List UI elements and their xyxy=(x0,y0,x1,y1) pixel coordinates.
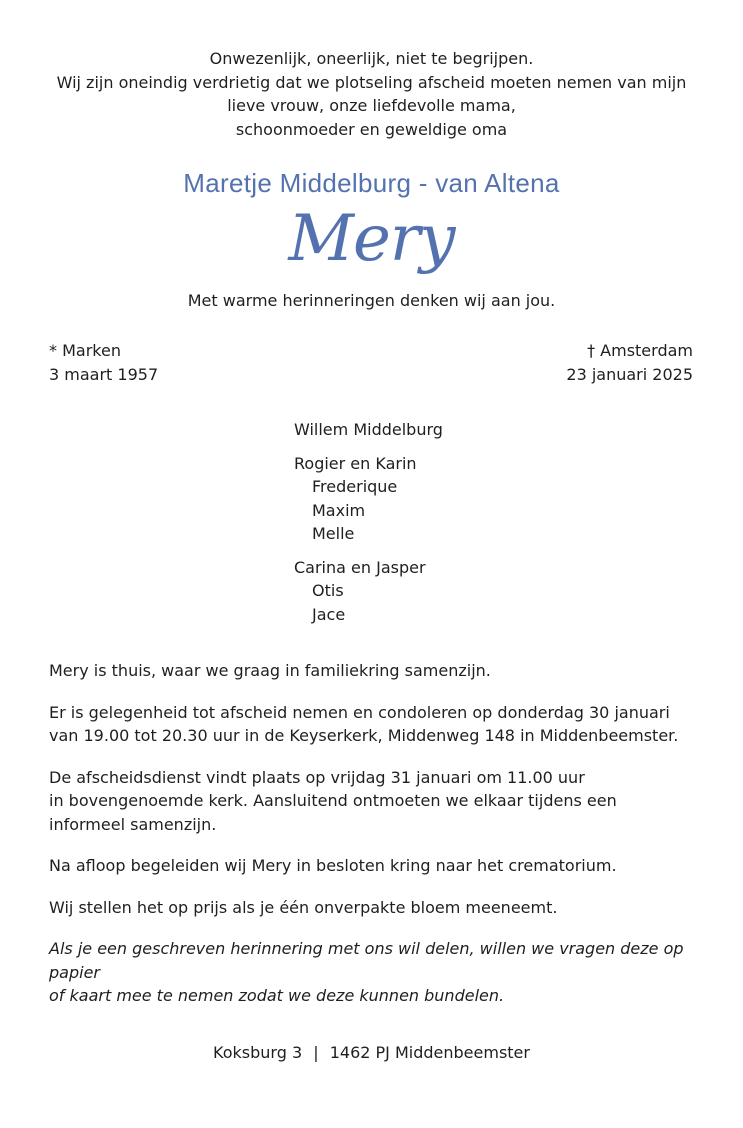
intro-text xyxy=(0,47,743,141)
address-line xyxy=(0,1043,743,1062)
service-line: De afscheidsdienst vindt plaats op vrijdag 31 januari om 11.00 uur xyxy=(49,767,585,787)
deceased-nickname: Mery xyxy=(288,202,455,276)
birth-info xyxy=(49,339,158,387)
memory-line: Met warme herinneringen denken wij aan jou. xyxy=(187,291,556,310)
home-notice xyxy=(49,659,699,683)
intro-line: Wij zijn oneindig verdrietig dat we plotseling afscheid moeten nemen van mijn xyxy=(56,72,687,92)
spouse-name: Willem Middelburg xyxy=(294,420,443,439)
child-name: Otis xyxy=(312,581,344,600)
child-name: Maxim xyxy=(312,500,366,520)
family-group xyxy=(294,452,443,546)
notices xyxy=(49,659,699,1026)
family-group xyxy=(294,556,443,627)
condolence-notice xyxy=(49,701,699,748)
child-name: Jace xyxy=(312,604,346,624)
parents-names: Carina en Jasper xyxy=(294,557,426,577)
intro-line: schoonmoeder en geweldige oma xyxy=(235,119,508,139)
condolence-line: van 19.00 tot 20.30 uur in de Keyserkerk, Middenweg 148 in Middenbeemster. xyxy=(49,726,679,745)
death-date: 23 januari 2025 xyxy=(566,365,693,384)
address-postal-city: 1462 PJ Middenbeemster xyxy=(329,1043,530,1062)
address-street: Koksburg 3 xyxy=(213,1043,303,1062)
memory-request-notice xyxy=(49,937,699,1008)
child-name: Melle xyxy=(312,524,355,543)
service-line: in bovengenoemde kerk. Aansluitend ontmoeten we elkaar tijdens een xyxy=(49,791,617,810)
service-line: informeel samenzijn. xyxy=(49,814,217,834)
cremation-notice xyxy=(49,854,699,878)
child-name: Frederique xyxy=(312,477,398,496)
birth-place: * Marken xyxy=(49,341,121,360)
death-place: † Amsterdam xyxy=(587,341,693,360)
condolence-line: Er is gelegenheid tot afscheid nemen en condoleren op donderdag 30 januari xyxy=(49,702,670,722)
parents-names: Rogier en Karin xyxy=(294,453,417,473)
address-separator: | xyxy=(313,1043,319,1062)
service-notice xyxy=(49,766,699,837)
flower-notice xyxy=(49,896,699,920)
family-list xyxy=(294,418,443,636)
deceased-full-name: Maretje Middelburg - van Altena xyxy=(183,168,560,198)
cremation-notice-text: Na afloop begeleiden wij Mery in besloten kring naar het crematorium. xyxy=(49,856,617,875)
birth-date: 3 maart 1957 xyxy=(49,365,159,384)
death-info xyxy=(566,339,693,387)
intro-line: Onwezenlijk, oneerlijk, niet te begrijpen. xyxy=(209,49,534,68)
intro-line: lieve vrouw, onze liefdevolle mama, xyxy=(227,96,516,115)
memory-request-line: Als je een geschreven herinnering met ons wil delen, willen we vragen deze op papier xyxy=(49,939,684,982)
memory-request-line: of kaart mee te nemen zodat we deze kunnen bundelen. xyxy=(49,986,505,1005)
flower-notice-text: Wij stellen het op prijs als je één onverpakte bloem meeneemt. xyxy=(49,897,558,917)
home-notice-text: Mery is thuis, waar we graag in familiekring samenzijn. xyxy=(49,661,491,680)
